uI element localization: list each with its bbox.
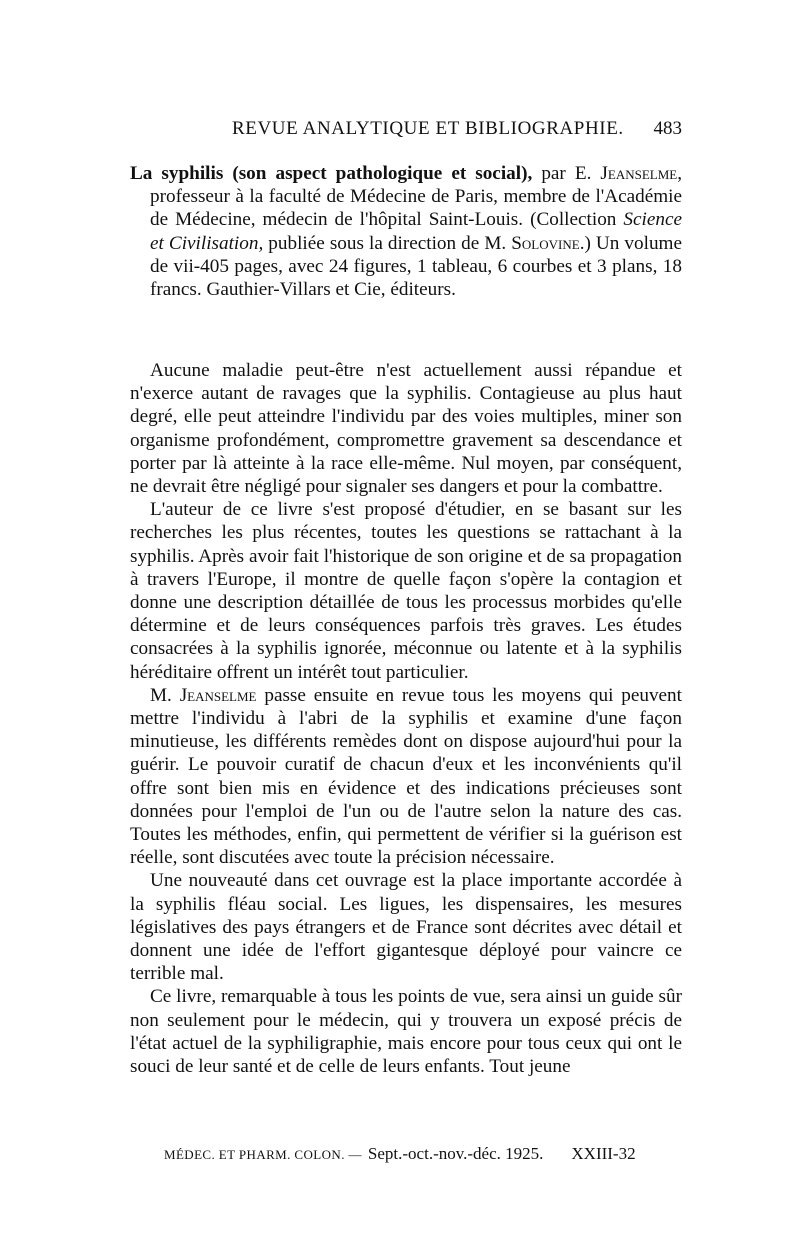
series-director: Solovine [511,232,580,254]
review-paragraph: Une nouveauté dans cet ouvrage est la place importante accordée à la syphilis fléau social. Les ligues, les dispensaires, les mesures législatives des pays étrangers et de France sont décrites avec détail et donnent une idée de l'effort gigantesque déployé pour vaincre ce terrible mal. [130,870,682,985]
review-paragraph: L'auteur de ce livre s'est proposé d'étudier, en se basant sur les recherches les plus récentes, toutes les questions se rattachant à la syphilis. Après avoir fait l'historique de son origine et de sa propagation à travers l'Europe, il montre de quelle façon s'opère la contagion et donne une description détaillée de tous les processus morbides qu'elle détermine et de leurs conséquences parfois très graves. Les études consacrées à la syphilis ignorée, méconnue ou latente et à la syphilis héréditaire offrent un intérêt tout particulier. [130,499,682,683]
author-name: Jeanselme [600,163,678,184]
author-description: , professeur à la faculté de Médecine de Paris, membre de l'Académie de Médecine, médecin de l'hôpital Saint-Louis. (Collection [150,163,682,231]
review-body [130,359,682,1078]
journal-name: MÉDEC. ET PHARM. COLON. — [164,1147,362,1162]
running-title: REVUE ANALYTIQUE ET BIBLIOGRAPHIE. [232,118,624,139]
review-paragraph-text: passe ensuite en revue tous les moyens qui peuvent mettre l'individu à l'abri de la syphilis et examine d'une façon minutieuse, les différents remèdes dont on dispose aujourd'hui pour la guérir. Le pouvoir curatif de chacun d'eux et les inconvénients qu'il offre sont bien mis en évidence et des indications précieuses sont données pour l'emploi de l'un ou de l'autre selon la nature des cas. Toutes les méthodes, enfin, qui permettent de vérifier si la guérison est réelle, sont discutées avec toute la précision nécessaire. [130,684,682,869]
printer-signature: XXIII-32 [571,1144,636,1163]
page-footer [164,1144,644,1164]
review-paragraph: Aucune maladie peut-être n'est actuellement aussi répandue et n'exerce autant de ravages que la syphilis. Contagieuse au plus haut degré, elle peut atteindre l'individu par des voies multiples, miner son organisme profondément, compromettre gravement sa descendance et porter par là atteinte à la race elle-même. Nul moyen, par conséquent, ne devrait être négligé pour signaler ses dangers et pour la combattre. [130,360,682,498]
series-director-intro: publiée sous la direction de M. [263,232,512,254]
author-prefix: par E. [532,163,601,184]
bibliographic-entry [130,162,682,301]
bibliographic-citation [130,162,682,301]
review-paragraph [130,684,682,870]
review-paragraph: Ce livre, remarquable à tous les points de vue, sera ainsi un guide sûr non seulement pour le médecin, qui y trouvera un exposé précis de l'état actuel de la syphiligraphie, mais encore pour tous ceux qui ont le souci de leur santé et de celle de leurs enfants. Tout jeune [130,986,682,1078]
author-reference: M. Jeanselme [150,684,257,706]
book-title: La syphilis (son aspect pathologique et social), [130,163,533,184]
page-header [130,118,682,146]
series-title: Science et Civilisation, [150,209,682,254]
issue-date: Sept.-oct.-nov.-déc. 1925. [367,1144,544,1163]
publication-details: .) Un volume de vii-405 pages, avec 24 figures, 1 tableau, 6 courbes et 3 plans, 18 francs. Gauthier-Villars et Cie, éditeurs. [150,232,682,301]
page-number: 483 [653,118,682,139]
